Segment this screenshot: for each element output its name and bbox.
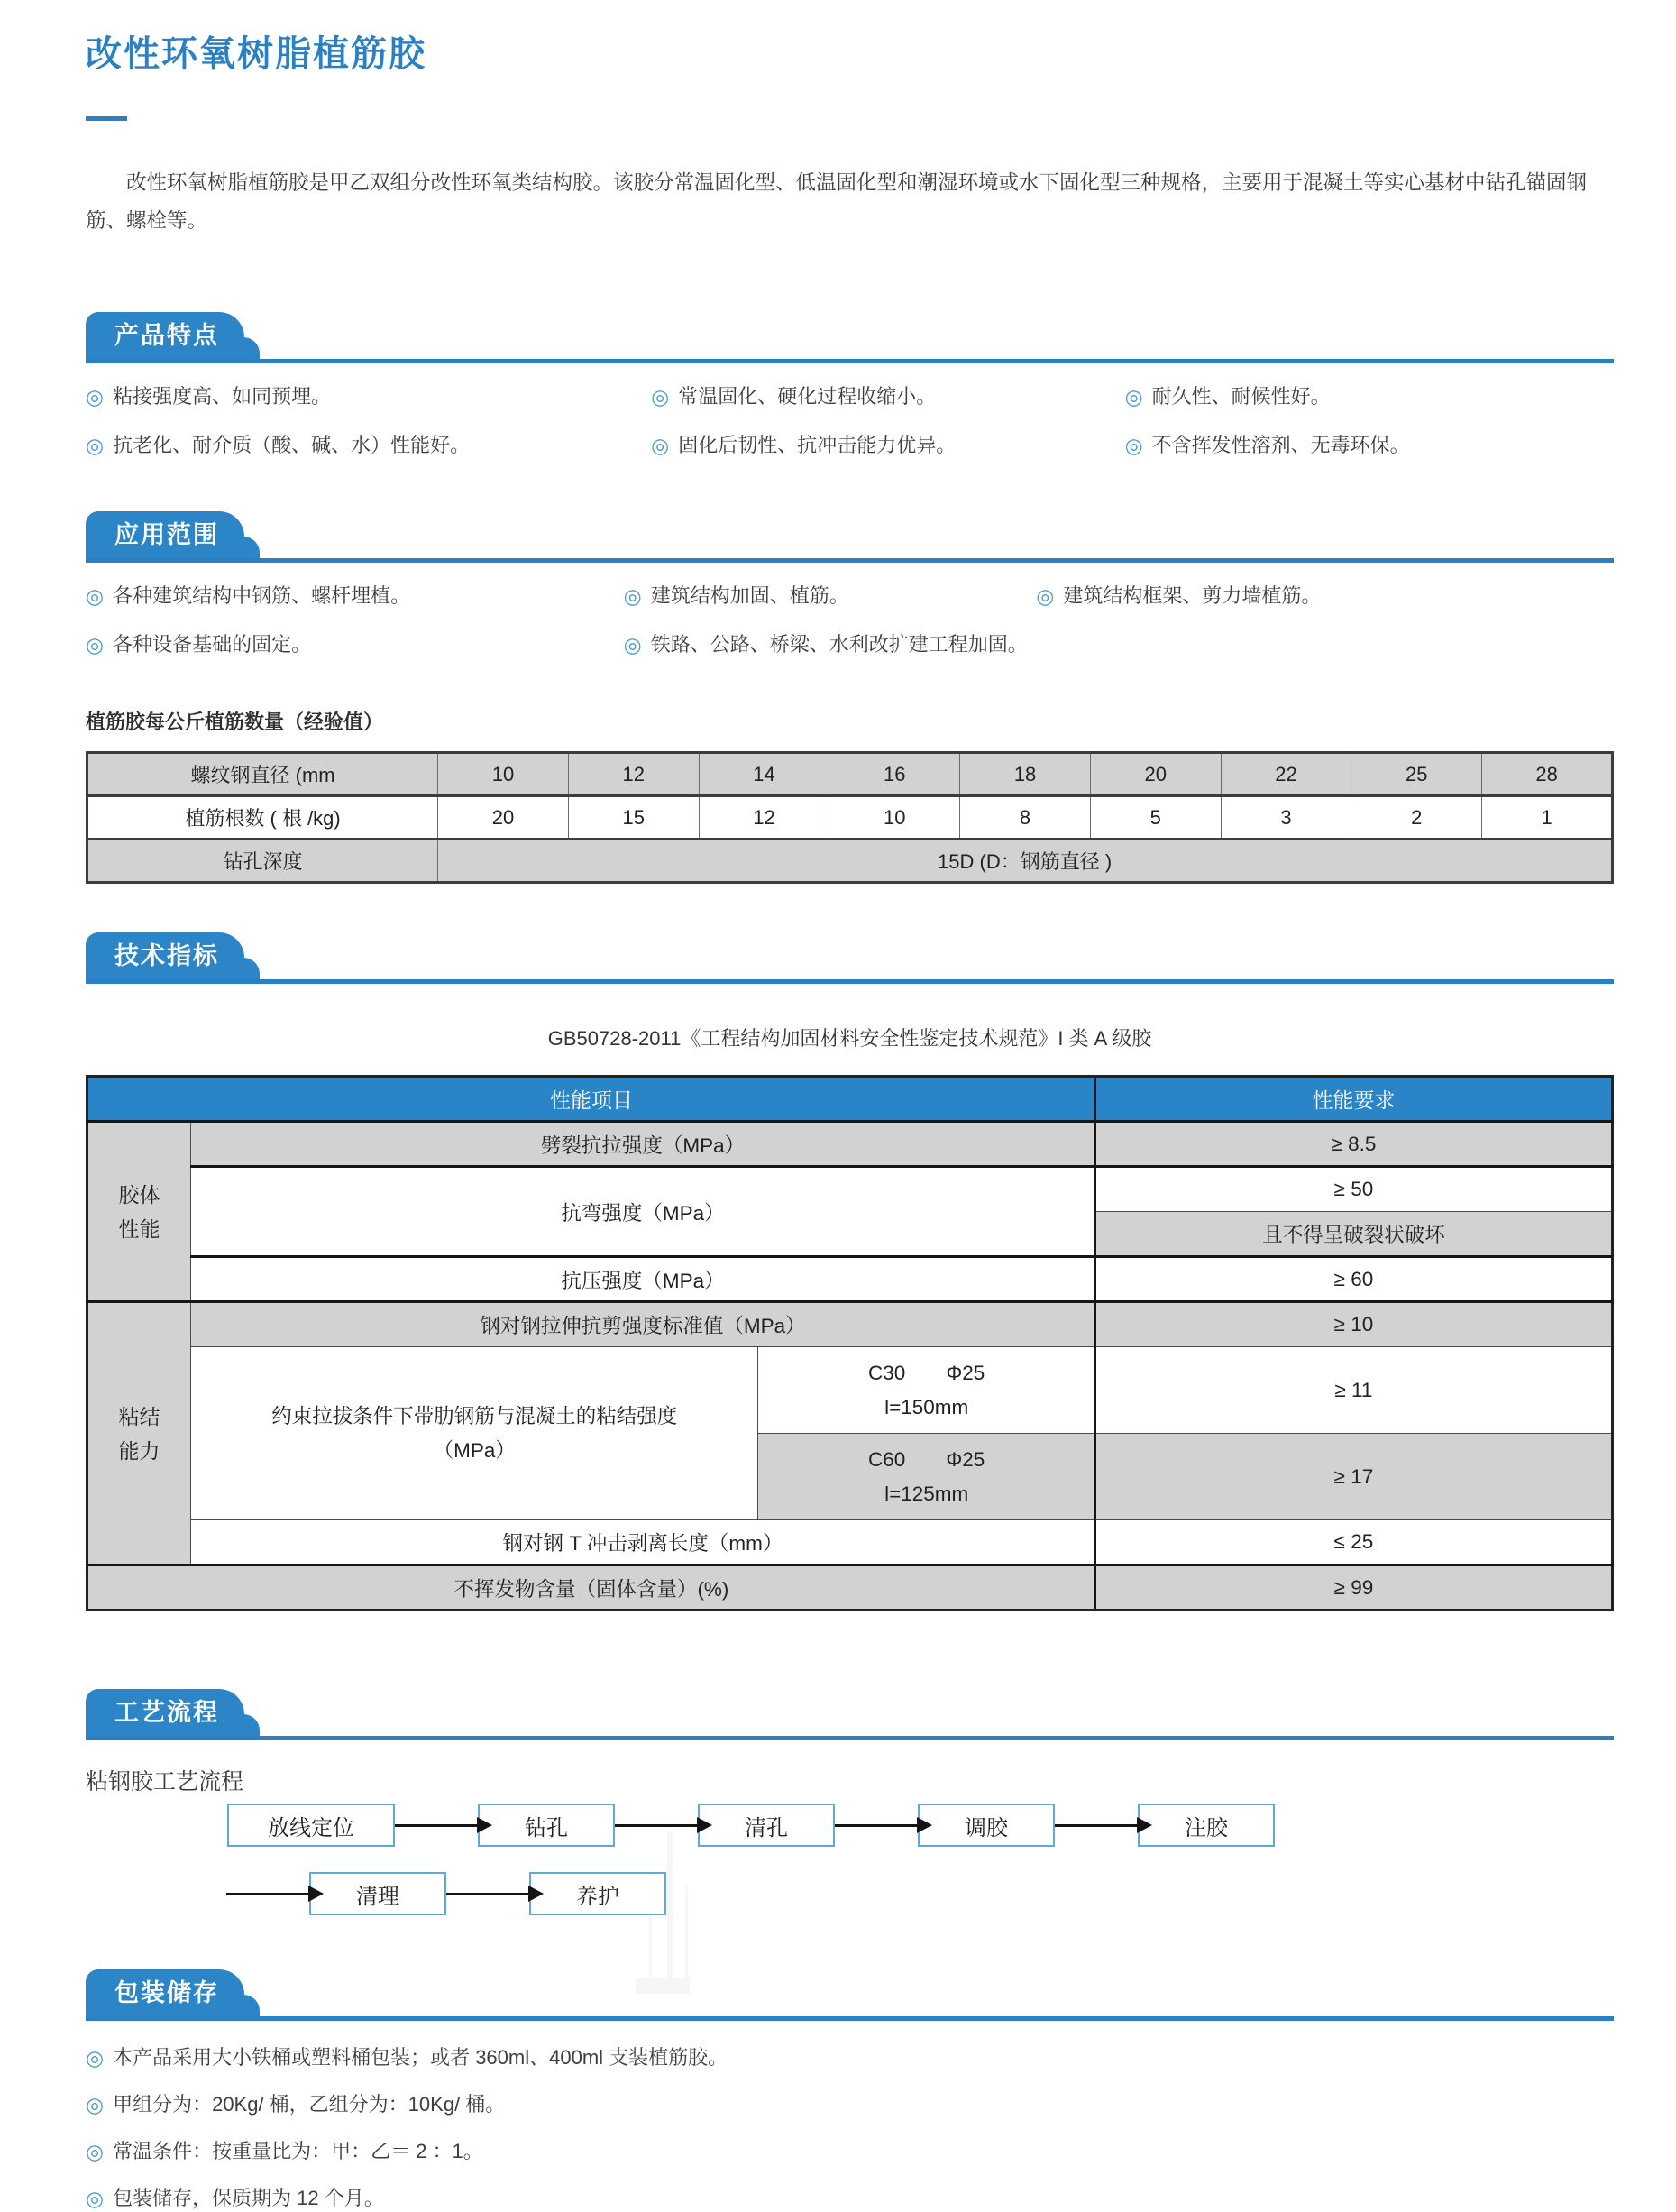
list-item <box>651 432 1124 459</box>
packaging-text: 包装储存，保质期为 12 个月。 <box>113 2187 384 2209</box>
flow-step-inject-glue: 注胶 <box>1138 1804 1275 1847</box>
section-head-features <box>86 312 1614 363</box>
group-label-line: 性能 <box>118 1216 160 1241</box>
table-row <box>87 796 1613 840</box>
bullet-icon: ◎ <box>86 385 105 408</box>
feature-text: 不含挥发性溶剂、无毒环保。 <box>1151 434 1410 456</box>
bullet-icon: ◎ <box>1124 434 1143 457</box>
cell: 15D (D：钢筋直径 ) <box>438 840 1613 883</box>
flow-arrow-icon <box>226 1893 309 1895</box>
cell: 12 <box>699 796 829 840</box>
property-cell: 抗压强度（MPa） <box>191 1257 1095 1302</box>
packaging-list <box>86 2044 1614 2212</box>
spec-line: C60 Φ25 <box>868 1447 985 1471</box>
table-row <box>87 1347 1613 1434</box>
application-text: 建筑结构加固、植筋。 <box>650 584 849 607</box>
section-head-applications <box>86 511 1614 563</box>
column-header-requirement: 性能要求 <box>1095 1077 1613 1122</box>
bullet-icon: ◎ <box>86 2187 105 2210</box>
cell: 5 <box>1090 796 1221 840</box>
feature-text: 抗老化、耐介质（酸、碱、水）性能好。 <box>113 434 471 456</box>
column-header-property: 性能项目 <box>87 1077 1095 1122</box>
property-cell: 抗弯强度（MPa） <box>191 1167 1095 1257</box>
list-item <box>624 583 1037 610</box>
requirement-cell: ≥ 50 <box>1095 1167 1613 1212</box>
requirement-cell: ≥ 17 <box>1095 1434 1613 1520</box>
packaging-text: 本产品采用大小铁桶或塑料桶包装；或者 360ml、400ml 支装植筋胶。 <box>113 2046 728 2069</box>
process-subtitle: 粘钢胶工艺流程 <box>86 1769 244 1794</box>
section-head-tech <box>86 932 1614 984</box>
list-item <box>1125 383 1614 410</box>
bullet-icon: ◎ <box>623 584 642 608</box>
table-row <box>87 1257 1613 1302</box>
cell: 20 <box>1090 753 1221 796</box>
list-item <box>86 2138 1614 2165</box>
row-header: 螺纹钢直径 (mm <box>87 753 438 796</box>
feature-text: 耐久性、耐候性好。 <box>1151 385 1331 408</box>
packaging-text: 甲组分为：20Kg/ 桶，乙组分为：10Kg/ 桶。 <box>113 2093 506 2116</box>
section-badge-tech: 技术指标 <box>86 932 244 979</box>
table-header-row <box>87 1077 1613 1122</box>
page-title: 改性环氧树脂植筋胶 <box>86 34 426 74</box>
list-item <box>86 383 651 410</box>
flow-step-layout: 放线定位 <box>227 1804 395 1847</box>
table-row <box>87 1302 1613 1347</box>
cell: 20 <box>438 796 569 840</box>
cell: 16 <box>829 753 960 796</box>
section-badge-features: 产品特点 <box>86 312 244 359</box>
property-label-line: （MPa） <box>433 1438 516 1462</box>
feature-text: 常温固化、硬化过程收缩小。 <box>678 385 937 408</box>
cell: 8 <box>960 796 1091 840</box>
flow-arrow-icon <box>1055 1824 1138 1827</box>
list-item <box>1125 432 1614 459</box>
cell: 28 <box>1482 753 1613 796</box>
table-row <box>87 1122 1613 1167</box>
features-list <box>86 383 1614 459</box>
requirement-cell: ≥ 99 <box>1095 1565 1613 1611</box>
cell: 10 <box>438 753 569 796</box>
cell: 1 <box>1482 796 1613 840</box>
feature-text: 固化后韧性、抗冲击能力优异。 <box>678 434 957 456</box>
requirement-cell: ≥ 11 <box>1095 1347 1613 1434</box>
cell: 12 <box>568 753 699 796</box>
rebar-quantity-table <box>86 751 1614 884</box>
flow-step-clean-hole: 清孔 <box>698 1804 835 1847</box>
table-row <box>87 840 1613 883</box>
bullet-icon: ◎ <box>86 2093 105 2116</box>
flow-step-cleanup: 清理 <box>309 1872 446 1915</box>
bullet-icon: ◎ <box>651 385 670 408</box>
table-row <box>87 1565 1613 1611</box>
requirement-cell: ≥ 60 <box>1095 1257 1613 1302</box>
list-item <box>1036 583 1614 610</box>
application-text: 各种设备基础的固定。 <box>113 633 312 656</box>
list-item <box>86 432 651 459</box>
property-cell-bond-strength <box>191 1347 758 1520</box>
application-text: 建筑结构框架、剪力墙植筋。 <box>1063 584 1322 607</box>
property-cell: 钢对钢拉伸抗剪强度标准值（MPa） <box>191 1302 1095 1347</box>
cell: 14 <box>699 753 829 796</box>
list-item <box>86 2044 1614 2071</box>
property-cell: 劈裂抗拉强度（MPa） <box>191 1122 1095 1167</box>
intro-paragraph: 改性环氧树脂植筋胶是甲乙双组分改性环氧类结构胶。该胶分常温固化型、低温固化型和潮湿环境或水下固化型三种规格，主要用于混凝土等实心基材中钻孔锚固钢筋、螺栓等。 <box>86 171 1588 232</box>
applications-list <box>86 583 1614 658</box>
flow-step-drill: 钻孔 <box>478 1804 615 1847</box>
group-cell-body-performance <box>87 1122 191 1302</box>
flow-arrow-icon <box>835 1824 918 1827</box>
bullet-icon: ◎ <box>86 633 105 656</box>
list-item <box>86 2185 1614 2212</box>
process-flow-row-2 <box>226 1872 1614 1915</box>
section-badge-packaging: 包装储存 <box>86 1969 244 2016</box>
bullet-icon: ◎ <box>86 584 105 608</box>
section-head-packaging <box>86 1969 1614 2021</box>
list-item <box>651 383 1124 410</box>
table-row <box>87 1167 1613 1212</box>
row-header: 植筋根数 ( 根 /kg) <box>87 796 438 840</box>
bullet-icon: ◎ <box>86 2140 105 2163</box>
bullet-icon: ◎ <box>86 2046 105 2070</box>
bullet-icon: ◎ <box>623 633 642 656</box>
process-flow-row-1 <box>227 1804 1614 1847</box>
group-label-line: 胶体 <box>118 1182 160 1207</box>
list-item <box>86 2091 1614 2118</box>
bullet-icon: ◎ <box>86 434 105 457</box>
tech-indicators-table <box>86 1075 1614 1611</box>
flow-step-cure: 养护 <box>529 1872 666 1915</box>
packaging-text: 常温条件：按重量比为：甲：乙＝ 2 ：1。 <box>113 2140 483 2162</box>
application-text: 各种建筑结构中钢筋、螺杆埋植。 <box>113 584 411 607</box>
section-badge-applications: 应用范围 <box>86 511 244 558</box>
requirement-cell: ≥ 10 <box>1095 1302 1613 1347</box>
flow-step-mix-glue: 调胶 <box>918 1804 1055 1847</box>
group-label-line: 粘结 <box>118 1404 160 1428</box>
title-underline <box>86 116 127 121</box>
section-badge-process: 工艺流程 <box>86 1689 244 1736</box>
spec-cell-c30 <box>758 1347 1095 1434</box>
bullet-icon: ◎ <box>651 434 670 457</box>
property-label-line: 约束拉拔条件下带肋钢筋与混凝土的粘结强度 <box>271 1404 678 1427</box>
bullet-icon: ◎ <box>1036 584 1055 608</box>
flow-arrow-icon <box>395 1824 478 1827</box>
cell: 18 <box>960 753 1091 796</box>
section-head-process <box>86 1689 1614 1740</box>
cell: 2 <box>1351 796 1482 840</box>
requirement-cell: ≥ 8.5 <box>1095 1122 1613 1167</box>
table-row <box>87 1520 1613 1565</box>
list-item <box>624 631 1037 658</box>
application-text: 铁路、公路、桥梁、水利改扩建工程加固。 <box>650 633 1028 656</box>
rebar-table-title: 植筋胶每公斤植筋数量（经验值） <box>86 711 384 733</box>
spec-line: l=150mm <box>884 1395 969 1418</box>
cell: 25 <box>1351 753 1482 796</box>
spec-line: l=125mm <box>884 1482 969 1505</box>
flow-arrow-icon <box>615 1824 698 1827</box>
requirement-cell: ≤ 25 <box>1095 1520 1613 1565</box>
spec-line: C30 Φ25 <box>868 1361 985 1384</box>
row-header: 钻孔深度 <box>87 840 438 883</box>
bullet-icon: ◎ <box>1124 385 1143 408</box>
group-cell-bond-capacity <box>87 1302 191 1565</box>
cell: 10 <box>829 796 960 840</box>
cell: 15 <box>568 796 699 840</box>
property-cell: 不挥发物含量（固体含量）(%) <box>87 1565 1095 1611</box>
property-cell: 钢对钢 T 冲击剥离长度（mm） <box>191 1520 1095 1565</box>
table-row <box>87 753 1613 796</box>
spec-cell-c60 <box>758 1434 1095 1520</box>
cell: 22 <box>1221 753 1351 796</box>
list-item <box>86 583 624 610</box>
flow-arrow-icon <box>446 1893 529 1895</box>
cell: 3 <box>1221 796 1351 840</box>
list-item <box>86 631 624 658</box>
requirement-cell: 且不得呈破裂状破坏 <box>1095 1212 1613 1257</box>
group-label-line: 能力 <box>118 1438 160 1463</box>
standard-note: GB50728-2011《工程结构加固材料安全性鉴定技术规范》I 类 A 级胶 <box>547 1027 1152 1050</box>
feature-text: 粘接强度高、如同预埋。 <box>113 385 332 408</box>
